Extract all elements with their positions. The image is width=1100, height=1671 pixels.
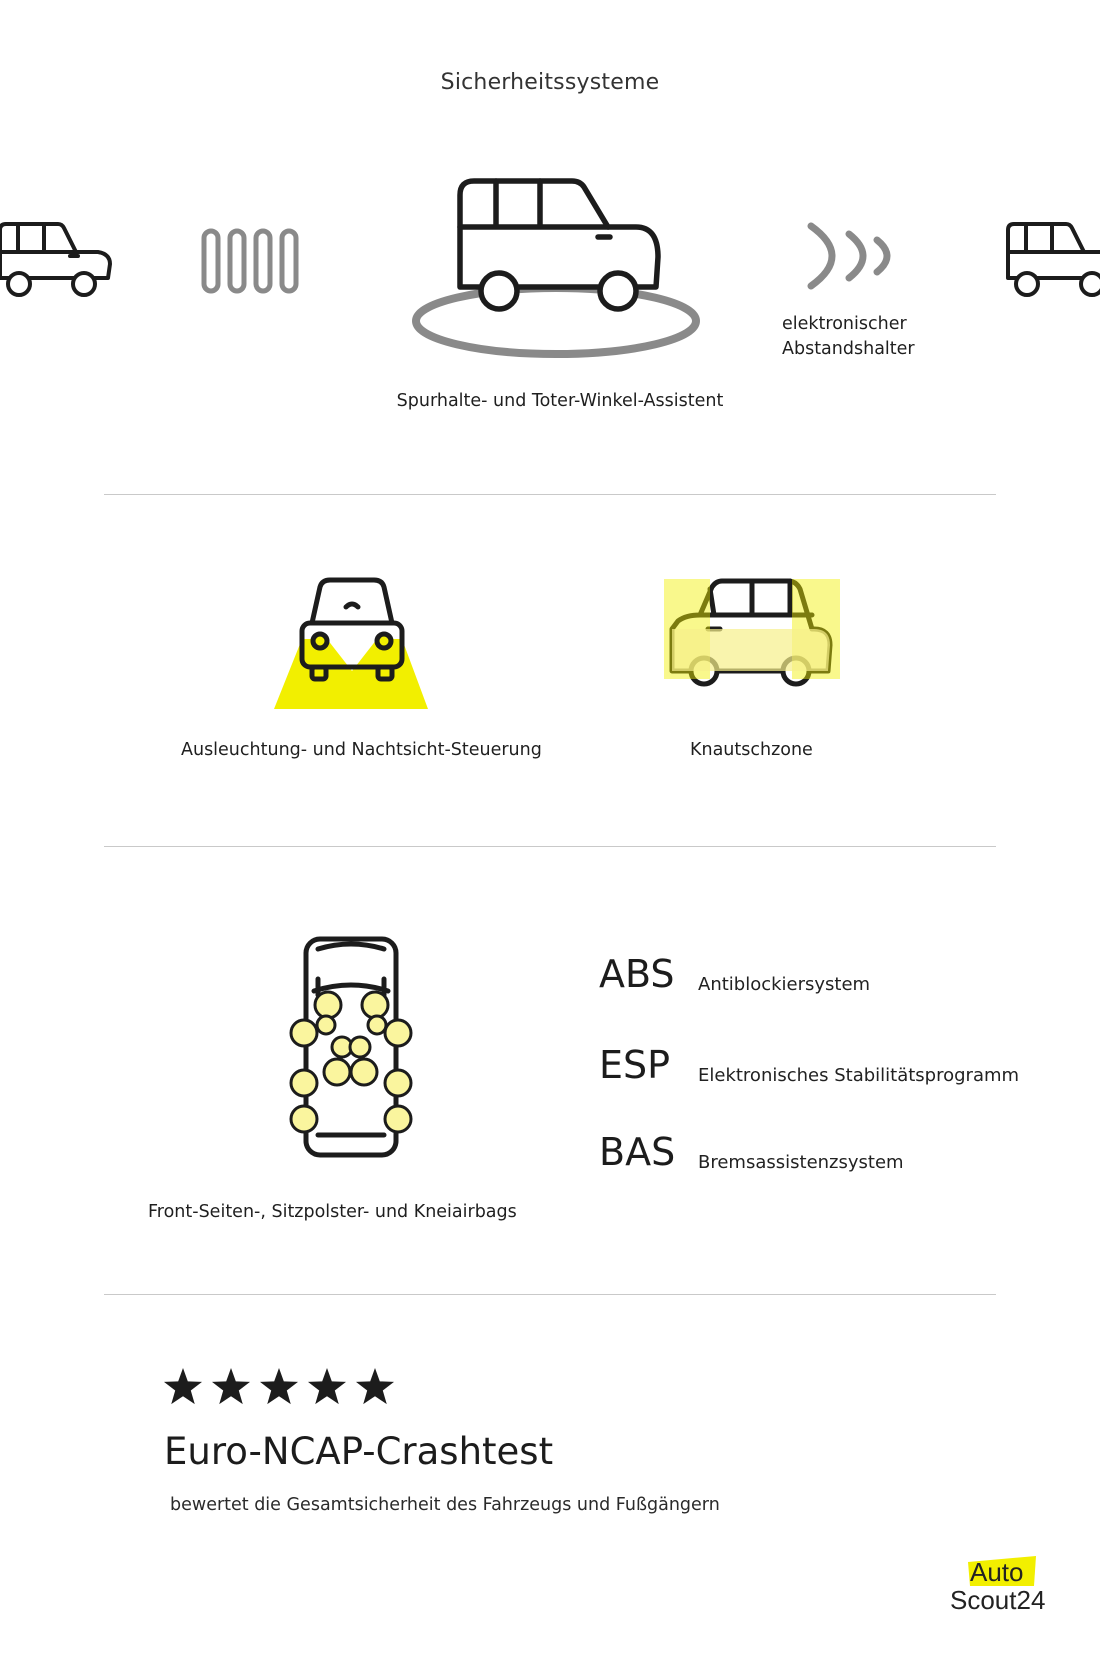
headlight-car-icon (272, 575, 432, 715)
autoscout24-logo (946, 1556, 1046, 1620)
star-icon (260, 1368, 298, 1404)
esp-acronym: ESP (599, 1043, 671, 1087)
star-icon (308, 1368, 346, 1404)
airbags-label: Front-Seiten-, Sitzpolster- und Kneiairbags (148, 1202, 517, 1222)
ncap-description: bewertet die Gesamtsicherheit des Fahrzeugs und Fußgängern (170, 1495, 720, 1515)
distance-label-line2: Abstandshalter (782, 339, 915, 359)
esp-description: Elektronisches Stabilitätsprogramm (698, 1065, 1020, 1086)
car-right-icon (1000, 218, 1100, 300)
bas-acronym: BAS (599, 1130, 676, 1174)
lane-rumble-icon (200, 225, 304, 297)
star-icon (212, 1368, 250, 1404)
star-icon (356, 1368, 394, 1404)
abs-acronym: ABS (599, 952, 675, 996)
distance-label-line1: elektronischer (782, 314, 907, 334)
section-divider (104, 494, 996, 495)
section-divider (104, 1294, 996, 1295)
lane-assist-label: Spurhalte- und Toter-Winkel-Assistent (396, 391, 724, 411)
abs-description: Antiblockiersystem (698, 974, 871, 995)
logo-line2: Scout24 (950, 1585, 1046, 1615)
star-rating (163, 1366, 399, 1410)
page-title: Sicherheitssysteme (440, 70, 660, 95)
crumple-zone-icon (662, 575, 844, 685)
lane-assist-car-icon (408, 175, 708, 360)
ncap-title: Euro-NCAP-Crashtest (164, 1430, 554, 1473)
airbags-icon (282, 935, 422, 1159)
crumple-label: Knautschzone (690, 740, 813, 760)
lights-label: Ausleuchtung- und Nachtsicht-Steuerung (181, 740, 542, 760)
star-icon (164, 1368, 202, 1404)
section-divider (104, 846, 996, 847)
bas-description: Bremsassistenzsystem (698, 1152, 904, 1173)
car-left-icon (0, 218, 122, 300)
distance-sensor-icon (805, 220, 905, 292)
logo-line1: Auto (970, 1557, 1024, 1587)
